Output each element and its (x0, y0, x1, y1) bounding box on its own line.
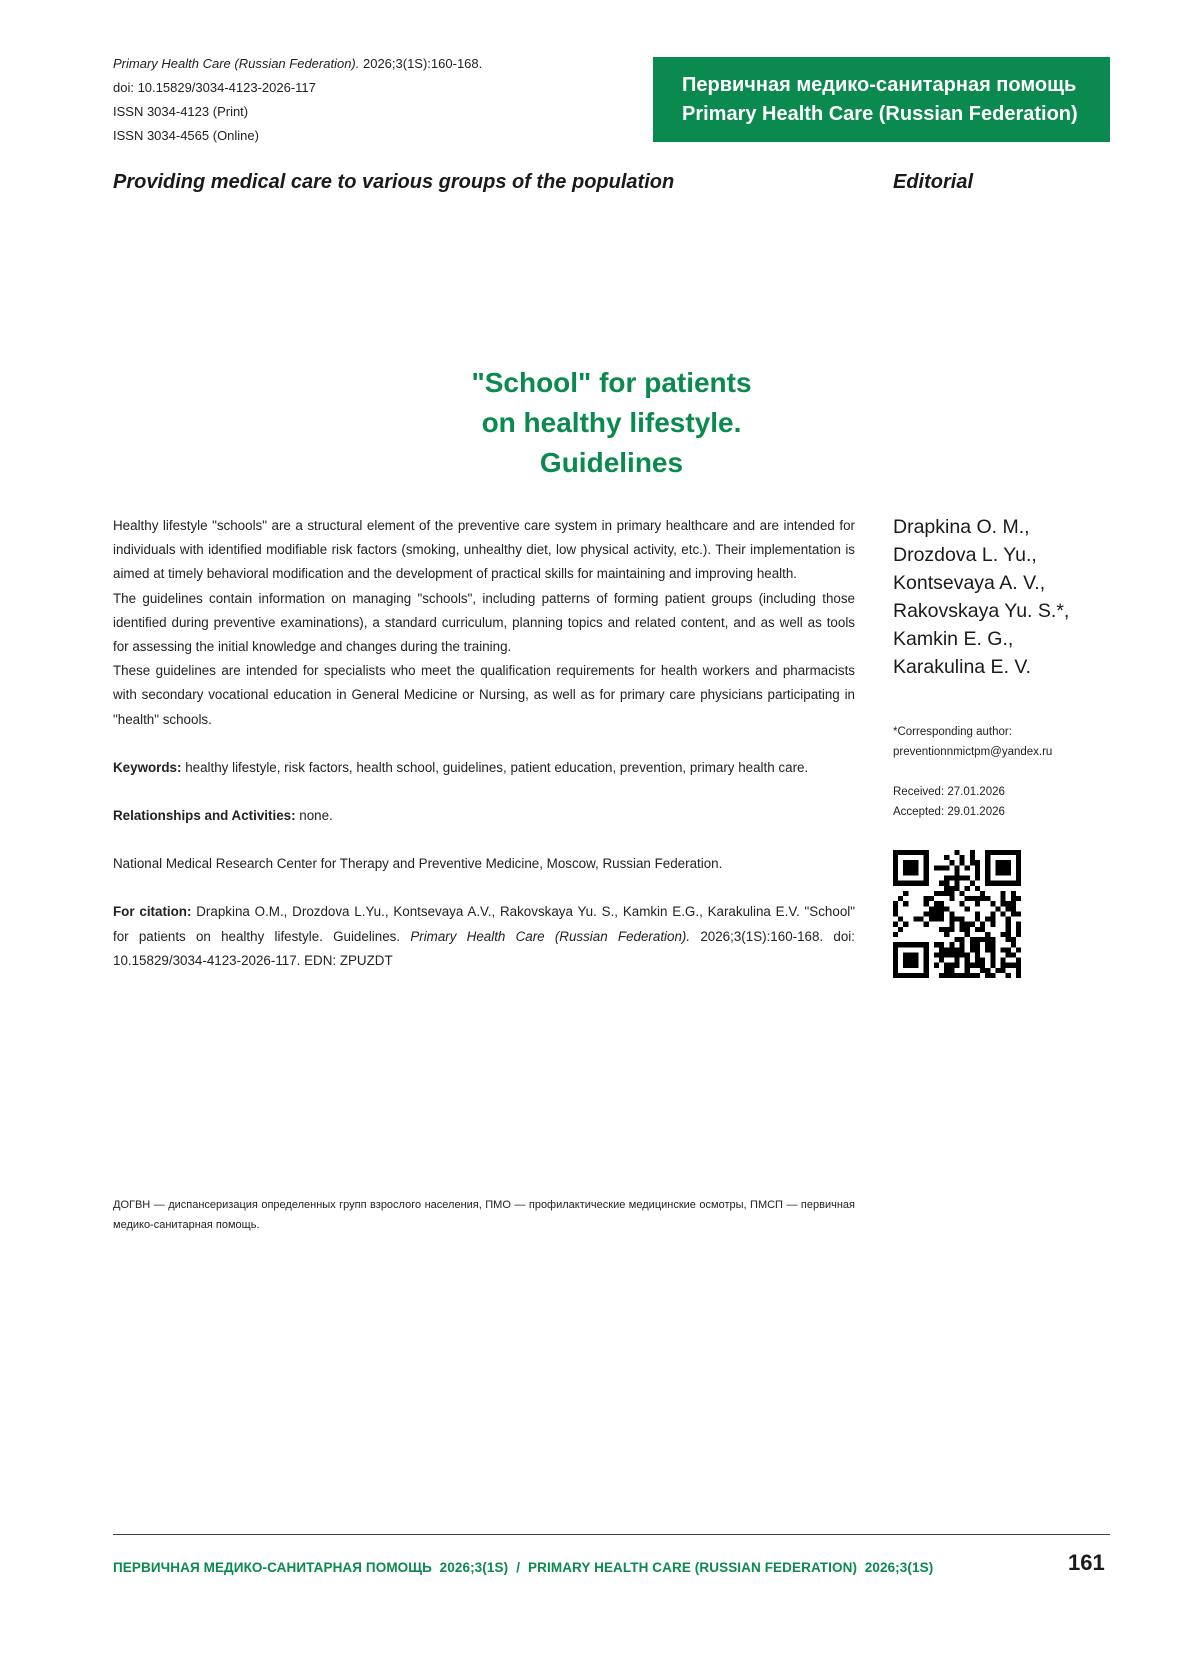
title-line-2: on healthy lifestyle. (481, 407, 742, 438)
banner-title-en: Primary Health Care (Russian Federation) (682, 103, 1078, 125)
corresponding-label: *Corresponding author: (893, 726, 1012, 738)
footer-en: PRIMARY HEALTH CARE (RUSSIAN FEDERATION) 2026;3(1S) (528, 1560, 934, 1575)
citation-label: For citation: (113, 904, 192, 920)
author-item: Kontsevaya A. V., (893, 572, 1046, 594)
corresponding-email[interactable]: preventionnmictpm@yandex.ru (893, 746, 1053, 758)
article-type: Editorial (893, 171, 974, 193)
doi-line[interactable]: doi: 10.15829/3034-4123-2026-117 (113, 80, 316, 95)
abstract-paragraph-1: Healthy lifestyle "schools" are a structural element of the preventive care system in primary healthcare and are intended for individuals with identified modifiable risk factors (smoking, unhealthy diet, low physical activity, etc.). Their implementation is aimed at timely behavioral modification and the development of practical skills for maintaining and improving health. (113, 518, 855, 582)
footer-ru: ПЕРВИЧНАЯ МЕДИКО-САНИТАРНАЯ ПОМОЩЬ 2026;3(1S) (113, 1560, 509, 1575)
keywords (113, 756, 855, 780)
corresponding-author (893, 722, 1052, 762)
banner-title-ru: Первичная медико-санитарная помощь (682, 74, 1077, 96)
abstract-paragraph-2: The guidelines contain information on managing "schools", including patterns of forming patient groups (including those identified during preventive examinations), a standard curriculum, planning topics and related content, and as well as tools for assessing the initial knowledge and changes during the training. (113, 590, 855, 655)
citation (113, 900, 855, 973)
section-category: Providing medical care to various groups of the population (113, 171, 675, 193)
page-number: 161 (1068, 1550, 1105, 1575)
journal-banner (653, 57, 1110, 142)
article-dates (893, 782, 1005, 822)
received-date: Received: 27.01.2026 (893, 786, 1005, 798)
footer-separator: / (516, 1560, 521, 1575)
citation-text-1: Drapkina O.M., Drozdova L.Yu., Kontsevaya A.V., Rakovskaya Yu. S., Kamkin E.G., Karakulina E.V. "School" for patients on healthy lifestyle. Guidelines. (113, 904, 855, 944)
article-title (113, 363, 1110, 483)
qr-code-icon[interactable] (893, 850, 1021, 978)
citation-text-2: 2026;3(1S):160-168. doi: 10.15829/3034-4123-2026-117. EDN: ZPUZDT (113, 928, 855, 968)
issn-print: ISSN 3034-4123 (Print) (113, 104, 249, 119)
journal-meta (113, 52, 482, 148)
relationships-label: Relationships and Activities: (113, 808, 296, 824)
citation-journal: Primary Health Care (Russian Federation). (410, 928, 691, 944)
abstract (113, 514, 855, 973)
journal-issue: 2026;3(1S):160-168. (359, 56, 483, 71)
relationships-text: none. (295, 808, 333, 824)
author-item: Rakovskaya Yu. S.*, (893, 600, 1070, 622)
abbreviations-footnote: ДОГВН — диспансеризация определенных групп взрослого населения, ПМО — профилактические медицинские осмотры, ПМСП — первичная медико-санитарная помощь. (113, 1199, 855, 1231)
journal-name: Primary Health Care (Russian Federation). (113, 56, 360, 71)
author-item: Drozdova L. Yu., (893, 544, 1037, 566)
journal-citation-line (113, 52, 482, 76)
running-footer (113, 1560, 933, 1575)
keywords-label: Keywords: (113, 759, 182, 775)
keywords-text: healthy lifestyle, risk factors, health school, guidelines, patient education, prevention, primary health care. (181, 759, 809, 775)
author-item: Drapkina O. M., (893, 516, 1030, 538)
title-line-3: Guidelines (539, 447, 684, 478)
relationships (113, 804, 855, 828)
affiliation: National Medical Research Center for Therapy and Preventive Medicine, Moscow, Russian Federation. (113, 856, 723, 872)
title-line-1: "School" for patients (471, 367, 752, 398)
accepted-date: Accepted: 29.01.2026 (893, 806, 1005, 818)
author-list (893, 513, 1069, 681)
abstract-paragraph-3: These guidelines are intended for specialists who meet the qualification requirements for health workers and pharmacists with secondary vocational education in General Medicine or Nursing, as well as for primary care physicians participating in "health" schools. (113, 663, 855, 727)
issn-online: ISSN 3034-4565 (Online) (113, 128, 259, 143)
footer-divider (113, 1534, 1110, 1535)
author-item: Karakulina E. V. (893, 656, 1032, 678)
author-item: Kamkin E. G., (893, 628, 1014, 650)
